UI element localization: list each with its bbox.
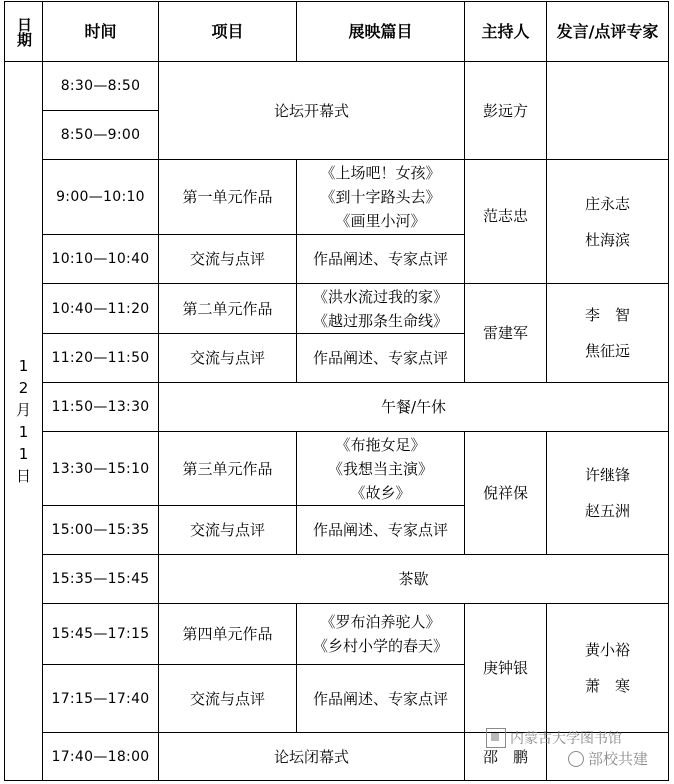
header-experts: 发言/点评专家 xyxy=(547,2,669,62)
time-cell: 15:00—15:35 xyxy=(43,506,159,555)
expert-name: 焦征远 xyxy=(584,342,630,360)
expert-name: 庄永志 xyxy=(584,194,630,213)
host-cell: 庚钟银 xyxy=(465,604,547,733)
time-cell: 13:30—15:10 xyxy=(43,432,159,506)
item-cell: 交流与点评 xyxy=(159,235,297,284)
header-item: 项目 xyxy=(159,2,297,62)
host-cell: 彭远方 xyxy=(465,62,547,160)
date-cell xyxy=(5,62,43,781)
work-title: 《我想当主演》 xyxy=(327,459,433,478)
item-cell: 交流与点评 xyxy=(159,665,297,733)
item-cell: 交流与点评 xyxy=(159,334,297,383)
time-cell: 17:15—17:40 xyxy=(43,665,159,733)
watermark xyxy=(478,724,672,780)
expert-name: 许继锋 xyxy=(584,466,630,484)
work-title: 《乡村小学的春天》 xyxy=(312,637,448,655)
work-title: 《上场吧！女孩》 xyxy=(320,164,441,182)
host-cell: 范志忠 xyxy=(465,160,547,284)
works-cell xyxy=(297,604,465,665)
works-cell: 作品阐述、专家点评 xyxy=(297,665,465,733)
experts-cell xyxy=(547,604,669,733)
time-cell: 10:40—11:20 xyxy=(43,284,159,334)
item-cell: 第二单元作品 xyxy=(159,284,297,334)
date-label: 12月11日 xyxy=(15,357,31,485)
closing-ceremony: 论坛闭幕式 xyxy=(159,733,465,781)
expert-name: 赵五洲 xyxy=(584,502,630,520)
work-title: 《罗布泊养驼人》 xyxy=(320,613,441,631)
item-cell: 交流与点评 xyxy=(159,506,297,555)
header-date: 日期 xyxy=(5,2,43,62)
watermark-text: 部校共建 xyxy=(588,750,649,768)
time-cell: 15:35—15:45 xyxy=(43,555,159,604)
works-cell xyxy=(297,432,465,506)
tea-break: 茶歇 xyxy=(159,555,669,604)
opening-ceremony: 论坛开幕式 xyxy=(159,62,465,160)
host-cell: 雷建军 xyxy=(465,284,547,383)
works-cell: 作品阐述、专家点评 xyxy=(297,506,465,555)
time-cell: 17:40—18:00 xyxy=(43,733,159,781)
item-cell: 第四单元作品 xyxy=(159,604,297,665)
library-logo-icon xyxy=(486,728,506,748)
experts-cell-empty xyxy=(547,62,669,160)
expert-name: 萧 寒 xyxy=(584,677,630,695)
item-cell: 第一单元作品 xyxy=(159,160,297,235)
time-cell: 11:20—11:50 xyxy=(43,334,159,383)
host-cell: 倪祥保 xyxy=(465,432,547,555)
host-cell: 邵 鹏 xyxy=(465,733,547,781)
works-cell: 作品阐述、专家点评 xyxy=(297,235,465,284)
header-time: 时间 xyxy=(43,2,159,62)
time-cell: 8:50—9:00 xyxy=(43,111,159,160)
watermark-library xyxy=(486,728,622,748)
item-cell: 第三单元作品 xyxy=(159,432,297,506)
experts-cell xyxy=(547,284,669,383)
header-row xyxy=(5,2,669,62)
works-cell xyxy=(297,284,465,334)
experts-cell xyxy=(547,432,669,555)
works-cell xyxy=(297,160,465,235)
expert-name: 李 智 xyxy=(584,306,630,324)
table-row xyxy=(5,604,669,665)
table-row xyxy=(5,284,669,334)
work-title: 《故乡》 xyxy=(350,483,411,502)
watermark-text: 内蒙古大学图书馆 xyxy=(510,731,622,747)
lunch-break: 午餐/午休 xyxy=(159,383,669,432)
table-row xyxy=(5,383,669,432)
table-row xyxy=(5,555,669,604)
header-host: 主持人 xyxy=(465,2,547,62)
time-cell: 11:50—13:30 xyxy=(43,383,159,432)
work-title: 《画里小河》 xyxy=(335,212,426,230)
expert-name: 杜海滨 xyxy=(584,230,630,249)
expert-name: 黄小裕 xyxy=(584,641,630,659)
table-row xyxy=(5,62,669,111)
work-title: 《布拖女足》 xyxy=(335,435,426,454)
wechat-icon xyxy=(568,751,584,767)
work-title: 《洪水流过我的家》 xyxy=(312,287,448,306)
table-row xyxy=(5,160,669,235)
work-title: 《越过那条生命线》 xyxy=(312,311,448,330)
work-title: 《到十字路头去》 xyxy=(320,188,441,206)
table-row xyxy=(5,432,669,506)
schedule-table xyxy=(4,1,669,781)
works-cell: 作品阐述、专家点评 xyxy=(297,334,465,383)
watermark-account xyxy=(568,748,648,769)
header-works: 展映篇目 xyxy=(297,2,465,62)
time-cell: 10:10—10:40 xyxy=(43,235,159,284)
experts-cell xyxy=(547,160,669,284)
time-cell: 8:30—8:50 xyxy=(43,62,159,111)
time-cell: 15:45—17:15 xyxy=(43,604,159,665)
time-cell: 9:00—10:10 xyxy=(43,160,159,235)
